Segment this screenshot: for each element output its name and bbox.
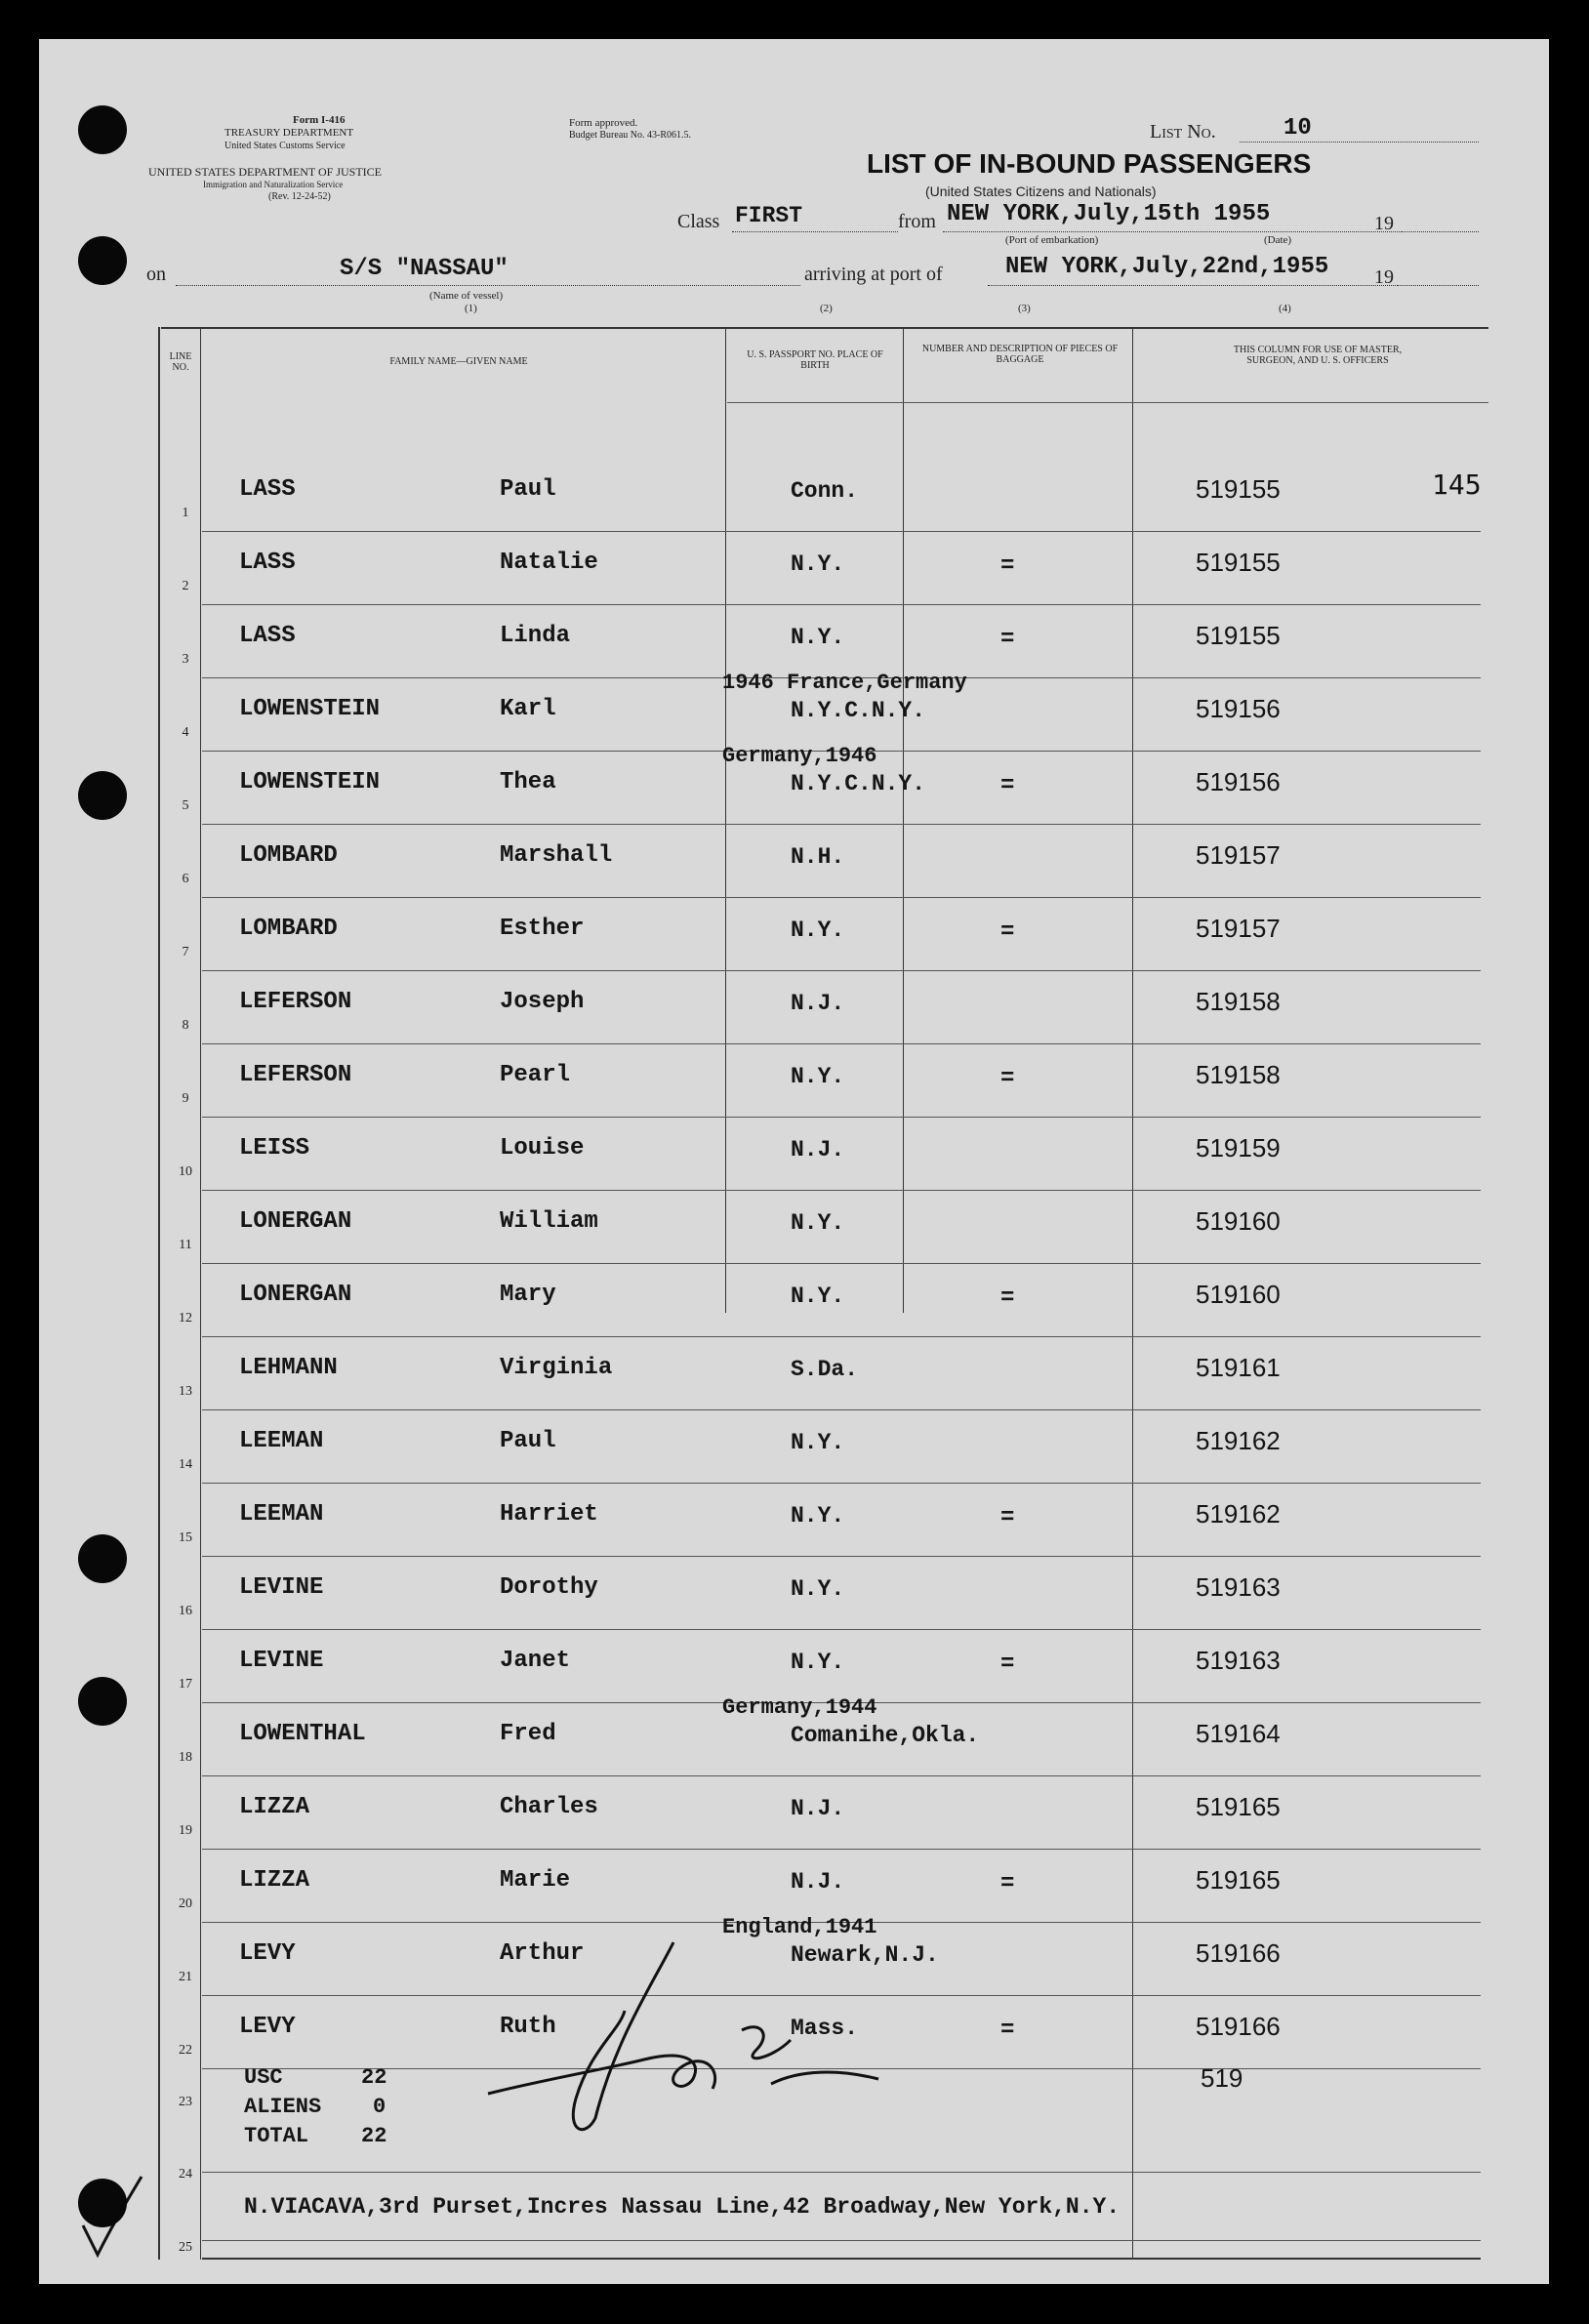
place-of-birth: N.Y. bbox=[791, 1503, 845, 1529]
class-value: FIRST bbox=[735, 203, 803, 228]
place-of-birth: N.Y. bbox=[791, 1650, 845, 1675]
family-name: LONERGAN bbox=[239, 1282, 352, 1308]
table-row bbox=[39, 671, 1549, 752]
family-name: LOWENTHAL bbox=[239, 1721, 366, 1747]
binder-hole bbox=[78, 1677, 127, 1726]
family-name: LASS bbox=[239, 476, 296, 503]
place-of-birth: N.Y. bbox=[791, 625, 845, 650]
list-no-value: 10 bbox=[1283, 115, 1312, 142]
arriving-value: NEW YORK,July,22nd,1955 bbox=[1005, 254, 1329, 280]
usc-label: USC bbox=[244, 2065, 283, 2090]
line-number-25: 25 bbox=[179, 2240, 192, 2255]
table-row bbox=[39, 898, 1549, 971]
given-name: Paul bbox=[500, 1428, 556, 1454]
officer-code: 519159 bbox=[1196, 1133, 1281, 1162]
family-name: LONERGAN bbox=[239, 1208, 352, 1235]
baggage: = bbox=[1000, 553, 1015, 580]
given-name: Paul bbox=[500, 476, 556, 503]
officer-code: 519165 bbox=[1196, 1865, 1281, 1895]
family-name: LASS bbox=[239, 623, 296, 649]
justice-dept: UNITED STATES DEPARTMENT OF JUSTICE bbox=[148, 165, 383, 179]
table-row bbox=[39, 1850, 1549, 1923]
table-row bbox=[39, 971, 1549, 1044]
col-num-4: (4) bbox=[1279, 303, 1291, 314]
officer-code: 519155 bbox=[1196, 621, 1281, 650]
document-subtitle: (United States Citizens and Nationals) bbox=[925, 183, 1157, 199]
given-name: Esther bbox=[500, 916, 585, 942]
form-revision: (Rev. 12-24-52) bbox=[268, 191, 331, 202]
given-name: Mary bbox=[500, 1282, 556, 1308]
footer-signature-line: N.VIACAVA,3rd Purset,Incres Nassau Line,42 Broadway,New York,N.Y. bbox=[244, 2194, 1120, 2220]
line-number: 22 bbox=[179, 2043, 192, 2058]
family-name: LIZZA bbox=[239, 1794, 310, 1820]
budget-bureau: Budget Bureau No. 43-R061.5. bbox=[569, 130, 691, 141]
baggage: = bbox=[1000, 1505, 1015, 1531]
given-name: Charles bbox=[500, 1794, 598, 1820]
port-embark-caption: (Port of embarkation) bbox=[1005, 234, 1099, 246]
baggage: = bbox=[1000, 1651, 1015, 1678]
table-row bbox=[39, 532, 1549, 605]
document-title: LIST OF IN-BOUND PASSENGERS bbox=[867, 148, 1312, 179]
table-row bbox=[39, 744, 1549, 825]
place-of-birth: N.Y.C.N.Y. bbox=[791, 698, 926, 723]
officer-code: 519155 bbox=[1196, 548, 1281, 577]
given-name: Natalie bbox=[500, 550, 598, 576]
table-row bbox=[39, 1337, 1549, 1410]
family-name: LEVINE bbox=[239, 1648, 324, 1674]
given-name: Arthur bbox=[500, 1940, 585, 1967]
given-name: Fred bbox=[500, 1721, 556, 1747]
line-number: 16 bbox=[179, 1604, 192, 1618]
manifest-sheet bbox=[39, 39, 1549, 2284]
line-number-23: 23 bbox=[179, 2095, 192, 2109]
family-name: LEFERSON bbox=[239, 1062, 352, 1088]
table-row bbox=[39, 1630, 1549, 1703]
place-of-birth: Mass. bbox=[791, 2016, 859, 2041]
officer-code: 519165 bbox=[1196, 1792, 1281, 1821]
family-name: LIZZA bbox=[239, 1867, 310, 1894]
officer-code: 519158 bbox=[1196, 1060, 1281, 1089]
line-number: 21 bbox=[179, 1970, 192, 1984]
given-name: Virginia bbox=[500, 1355, 613, 1381]
table-row bbox=[39, 1410, 1549, 1484]
birth-note: Germany,1946 bbox=[722, 744, 877, 768]
line-number: 14 bbox=[179, 1457, 192, 1472]
given-name: Karl bbox=[500, 696, 556, 722]
birth-note: England,1941 bbox=[722, 1915, 877, 1939]
binder-hole bbox=[78, 1534, 127, 1583]
birth-note: 1946 France,Germany bbox=[722, 671, 967, 695]
place-of-birth: N.Y.C.N.Y. bbox=[791, 771, 926, 796]
binder-hole bbox=[78, 236, 127, 285]
treasury-dept: TREASURY DEPARTMENT bbox=[224, 127, 354, 139]
date-caption: (Date) bbox=[1264, 234, 1292, 246]
table-row bbox=[39, 605, 1549, 678]
vessel-value: S/S "NASSAU" bbox=[340, 256, 509, 282]
officer-code: 519164 bbox=[1196, 1719, 1281, 1748]
family-name: LOWENSTEIN bbox=[239, 696, 381, 722]
given-name: Pearl bbox=[500, 1062, 571, 1088]
baggage: = bbox=[1000, 1285, 1015, 1312]
given-name: Thea bbox=[500, 769, 556, 795]
table-row bbox=[39, 1044, 1549, 1118]
table-row bbox=[39, 825, 1549, 898]
family-name: LEEMAN bbox=[239, 1428, 324, 1454]
total-label: TOTAL bbox=[244, 2124, 309, 2148]
officer-code: 519157 bbox=[1196, 914, 1281, 943]
family-name: LEFERSON bbox=[239, 989, 352, 1015]
given-name: Marie bbox=[500, 1867, 571, 1894]
given-name: Marshall bbox=[500, 842, 613, 869]
line-number: 10 bbox=[179, 1164, 192, 1179]
officer-code: 519160 bbox=[1196, 1280, 1281, 1309]
col-name: FAMILY NAME—GIVEN NAME bbox=[389, 356, 528, 367]
birth-note: Germany,1944 bbox=[722, 1695, 877, 1720]
line-number: 7 bbox=[182, 945, 189, 959]
place-of-birth: N.J. bbox=[791, 991, 845, 1016]
family-name: LEEMAN bbox=[239, 1501, 324, 1528]
baggage: = bbox=[1000, 919, 1015, 946]
given-name: William bbox=[500, 1208, 598, 1235]
signature-scribble bbox=[449, 1923, 888, 2147]
place-of-birth: N.H. bbox=[791, 844, 845, 870]
place-of-birth: Conn. bbox=[791, 478, 859, 504]
immigration-service: Immigration and Naturalization Service bbox=[203, 180, 344, 189]
baggage: = bbox=[1000, 2018, 1015, 2044]
given-name: Janet bbox=[500, 1648, 571, 1674]
given-name: Louise bbox=[500, 1135, 585, 1162]
line-number: 20 bbox=[179, 1896, 192, 1911]
line-number: 9 bbox=[182, 1091, 189, 1106]
line-number: 18 bbox=[179, 1750, 192, 1765]
year-prefix-1: 19 bbox=[1374, 213, 1394, 234]
table-row bbox=[39, 1191, 1549, 1264]
line-number: 17 bbox=[179, 1677, 192, 1692]
binder-hole bbox=[78, 2179, 127, 2227]
arriving-label: arriving at port of bbox=[804, 264, 943, 285]
from-value: NEW YORK,July,15th 1955 bbox=[947, 201, 1271, 227]
officer-code: 519163 bbox=[1196, 1572, 1281, 1602]
col-baggage: NUMBER AND DESCRIPTION OF PIECES OF BAGGAGE bbox=[921, 344, 1119, 365]
place-of-birth: N.J. bbox=[791, 1137, 845, 1162]
line-number-24: 24 bbox=[179, 2167, 192, 2181]
line-number: 8 bbox=[182, 1018, 189, 1033]
table-row bbox=[39, 1264, 1549, 1337]
baggage: = bbox=[1000, 773, 1015, 799]
customs-service: United States Customs Service bbox=[224, 141, 346, 151]
officer-code: 519160 bbox=[1196, 1206, 1281, 1236]
officer-code: 519156 bbox=[1196, 767, 1281, 796]
family-name: LEHMANN bbox=[239, 1355, 338, 1381]
given-name: Joseph bbox=[500, 989, 585, 1015]
class-label: Class bbox=[677, 211, 720, 232]
table-row bbox=[39, 1776, 1549, 1850]
line-number: 19 bbox=[179, 1823, 192, 1838]
on-label: on bbox=[146, 264, 166, 285]
line-number: 3 bbox=[182, 652, 189, 667]
binder-hole bbox=[78, 771, 127, 820]
baggage: = bbox=[1000, 1871, 1015, 1897]
family-name: LEVINE bbox=[239, 1574, 324, 1601]
family-name: LEVY bbox=[239, 1940, 296, 1967]
officer-code: 519166 bbox=[1196, 2012, 1281, 2041]
line-number: 1 bbox=[182, 506, 189, 520]
place-of-birth: N.Y. bbox=[791, 1284, 845, 1309]
list-no-label: List No. bbox=[1150, 121, 1216, 143]
from-label: from bbox=[898, 211, 936, 232]
family-name: LOMBARD bbox=[239, 842, 338, 869]
given-name: Harriet bbox=[500, 1501, 598, 1528]
col-num-1: (1) bbox=[465, 303, 477, 314]
table-row bbox=[39, 1695, 1549, 1776]
vessel-caption: (Name of vessel) bbox=[429, 290, 504, 302]
table-row bbox=[39, 1557, 1549, 1630]
total-count: 22 bbox=[361, 2124, 387, 2148]
officer-code: 519166 bbox=[1196, 1938, 1281, 1968]
given-name: Linda bbox=[500, 623, 571, 649]
binder-hole bbox=[78, 105, 127, 154]
place-of-birth: S.Da. bbox=[791, 1357, 859, 1382]
place-of-birth: N.Y. bbox=[791, 1576, 845, 1602]
line-number: 2 bbox=[182, 579, 189, 593]
officer-code: 519161 bbox=[1196, 1353, 1281, 1382]
place-of-birth: N.J. bbox=[791, 1796, 845, 1821]
place-of-birth: N.Y. bbox=[791, 917, 845, 943]
place-of-birth: N.Y. bbox=[791, 1064, 845, 1089]
officer-code: 519162 bbox=[1196, 1426, 1281, 1455]
baggage: = bbox=[1000, 627, 1015, 653]
line-number: 11 bbox=[179, 1238, 192, 1252]
line-number: 4 bbox=[182, 725, 189, 740]
given-name: Ruth bbox=[500, 2014, 556, 2040]
col-num-2: (2) bbox=[820, 303, 833, 314]
officer-code: 519158 bbox=[1196, 987, 1281, 1016]
year-prefix-2: 19 bbox=[1374, 266, 1394, 288]
place-of-birth: Comanihe,Okla. bbox=[791, 1723, 980, 1748]
table-row bbox=[39, 1118, 1549, 1191]
given-name: Dorothy bbox=[500, 1574, 598, 1601]
table-row bbox=[39, 1484, 1549, 1557]
line-number: 13 bbox=[179, 1384, 192, 1399]
col-line-no: LINE NO. bbox=[169, 351, 192, 373]
officer-code: 519163 bbox=[1196, 1646, 1281, 1675]
family-name: LOMBARD bbox=[239, 916, 338, 942]
col-num-3: (3) bbox=[1018, 303, 1031, 314]
place-of-birth: Newark,N.J. bbox=[791, 1942, 939, 1968]
col-passport: U. S. PASSPORT NO. PLACE OF BIRTH bbox=[747, 349, 883, 371]
totals-code: 519 bbox=[1201, 2063, 1243, 2093]
usc-count: 22 bbox=[361, 2065, 387, 2090]
baggage: = bbox=[1000, 1066, 1015, 1092]
family-name: LOWENSTEIN bbox=[239, 769, 381, 795]
line-number: 12 bbox=[179, 1311, 192, 1325]
form-approved: Form approved. bbox=[569, 117, 638, 129]
aliens-label: ALIENS bbox=[244, 2095, 322, 2119]
aliens-count: 0 bbox=[373, 2095, 387, 2119]
family-name: LASS bbox=[239, 550, 296, 576]
officer-code: 519156 bbox=[1196, 694, 1281, 723]
officer-code: 519162 bbox=[1196, 1499, 1281, 1529]
officer-code: 519157 bbox=[1196, 840, 1281, 870]
table-row bbox=[39, 459, 1549, 532]
place-of-birth: N.Y. bbox=[791, 551, 845, 577]
line-number: 6 bbox=[182, 872, 189, 886]
line-number: 15 bbox=[179, 1530, 192, 1545]
place-of-birth: N.Y. bbox=[791, 1430, 845, 1455]
family-name: LEISS bbox=[239, 1135, 310, 1162]
place-of-birth: N.Y. bbox=[791, 1210, 845, 1236]
form-number: Form I-416 bbox=[293, 114, 346, 126]
place-of-birth: N.J. bbox=[791, 1869, 845, 1895]
col-officers: THIS COLUMN FOR USE OF MASTER, SURGEON, AND U. S. OFFICERS bbox=[1233, 345, 1403, 366]
line-number: 5 bbox=[182, 798, 189, 813]
officer-code: 519155 bbox=[1196, 474, 1281, 504]
family-name: LEVY bbox=[239, 2014, 296, 2040]
margin-page-note: 145 bbox=[1432, 469, 1482, 501]
